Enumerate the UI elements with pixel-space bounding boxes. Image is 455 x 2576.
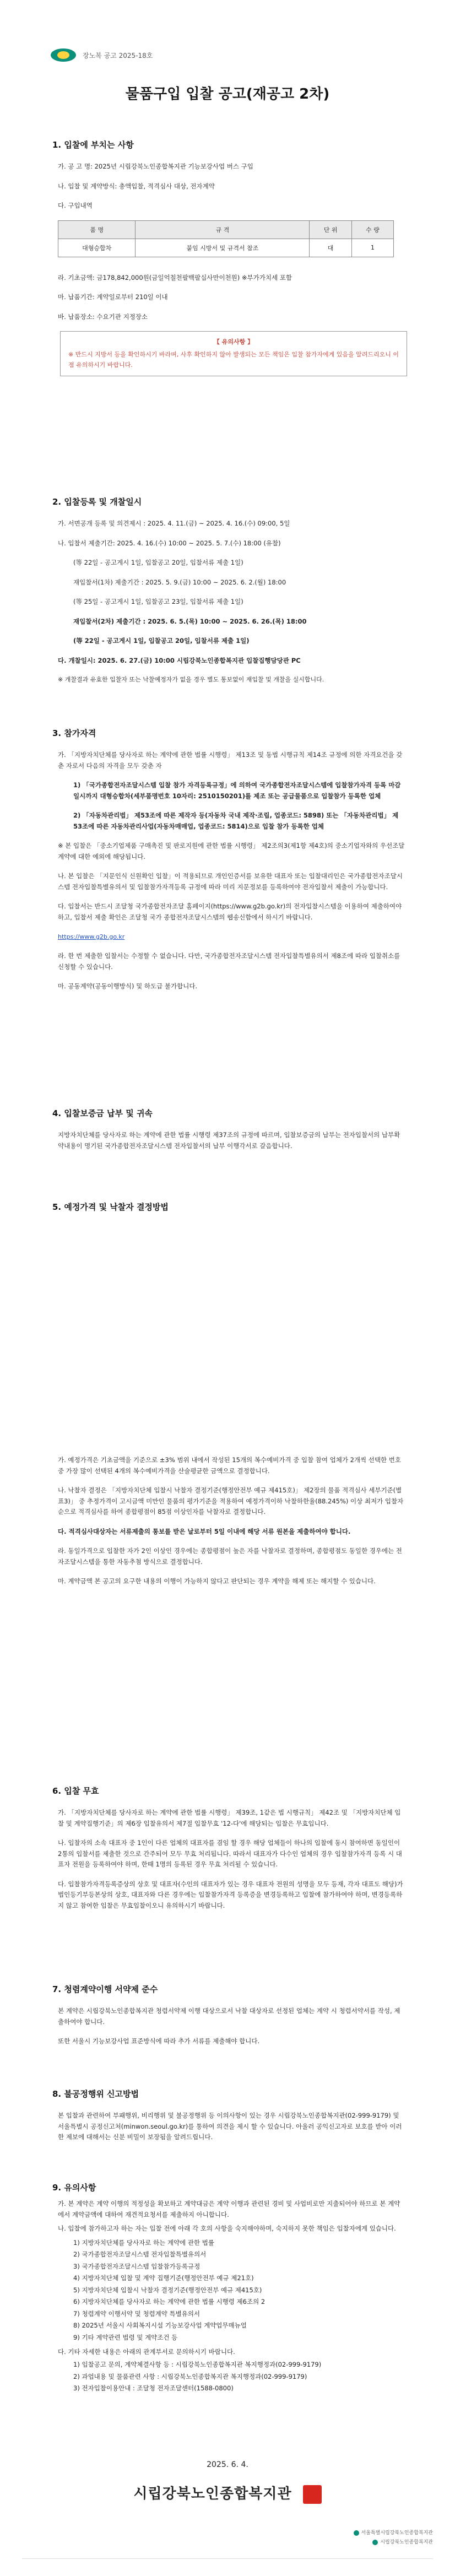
notice-box (60, 331, 407, 376)
s6-a: 가. 「지방자치단체를 당사자로 하는 계약에 관한 법률 시행령」 제39조, 1같은 법 시행규칙」 제42조 및 「지방자치단체 입찰 및 계약집행기준」의 제6장 입찰유의서 제7절 입찰무효 '12-다'에 해당되는 입찰은 무효입니다. (58, 1809, 401, 1827)
s1-e: 마. 납품기간: 계약일로부터 210일 이내 (58, 293, 168, 301)
page-title: 물품구입 입찰 공고(재공고 2차) (125, 86, 330, 102)
s2-c: 다. 개찰일시: 2025. 6. 27.(금) 10:00 시립강북노인종합복지관 입찰집행담당관 PC (58, 656, 301, 664)
s9-b: 나. 입찰에 참가하고자 하는 자는 입찰 전에 아래 각 호의 사항을 숙지해야하며, 숙지하지 못한 책임은 입찰자에게 있습니다. (58, 2225, 396, 2233)
s3-f: 마. 공동계약(공동이행방식) 및 하도급 불가합니다. (58, 982, 198, 991)
s2-b1: (等 22일 - 공고게시 1일, 입찰공고 20일, 입찰서류 제출 1일) (73, 559, 243, 567)
s3-e: 라. 한 번 제출한 입찰서는 수정할 수 없습니다. 다만, 국가종합전자조달시스템 전자입찰특별유의서 제8조에 따라 입찰취소를 신청할 수 있습니다. (58, 952, 400, 971)
footer-logo-1-text: 서울특별시립강북노인종합복지관 (361, 2530, 433, 2536)
list-item: 4) 지방자치단체 입찰 및 계약 집행기준(행정안전부 예규 제21호) (73, 2274, 254, 2282)
bottom-divider (22, 2558, 433, 2559)
section-1-title: 1. 입찰에 부치는 사항 (52, 140, 134, 150)
s2-b5: (等 22일 - 공고게시 1일, 입찰공고 20일, 입찰서류 제출 1일) (73, 637, 250, 645)
section-1 (52, 139, 405, 391)
doc-number: 장노복 공고 2025-18호 (83, 51, 153, 59)
footer-logo-2-text: 시립강북노인종합복지관 (380, 2540, 433, 2546)
section-6 (52, 1785, 405, 1920)
s5-a: 가. 예정가격은 기초금액을 기준으로 ±3% 범위 내에서 작성된 15개의 복수예비가격 중 입찰 참여 업체가 2개씩 선택한 번호 중 가장 많이 선택된 4개의 복수예비가격을 산술평균한 금액으로 결정합니다. (58, 1456, 401, 1475)
col-header: 품 명 (58, 220, 136, 239)
footer-logo-1 (354, 2529, 433, 2538)
list-item: 9) 기타 계약관련 법령 및 계약조건 등 (73, 2334, 178, 2342)
s2-note: ※ 개찰결과 유효한 입찰자 또는 낙찰예정자가 없을 경우 별도 통보없이 재입찰 및 개찰을 실시합니다. (58, 676, 324, 684)
notice-text: ※ 반드시 지방서 등을 확인하시기 바라며, 사후 확인하지 않아 발생되는 모든 책임은 입찰 참가자에게 있음을 알려드리오니 이점 유의하시기 바랍니다. (68, 350, 399, 369)
s2-b2: 재입찰서(1차) 제출기간 : 2025. 5. 9.(금) 10:00 ~ 2025. 6. 2.(월) 18:00 (73, 578, 286, 586)
notice-title: 【 유의사항 】 (213, 338, 254, 346)
seoul-logo-icon (354, 2530, 359, 2536)
center-logo-icon (372, 2540, 378, 2545)
s3-b: ※ 본 입찰은 「중소기업제품 구매촉진 및 판로지원에 관한 법률 시행령」 제2조의3(제1항 제4호)의 중소기업자와의 우선조달계약에 대한 예외에 해당됩니다. (58, 842, 405, 861)
section-4 (52, 1107, 405, 1160)
s8-text: 본 입찰과 관련하여 부패행위, 비리행위 및 불공정행위 등 이의사항이 있는 경우 시립강북노인종합복지관(02-999-9179) 및 서울특별시 공정신고처(minwon.seoul.go.kr)를 통하여 의견을 제시 할 수 있습니다. 아울러 공익신고자로 보호를 받아 이러한 제보에 대해서는 신분 비밀이 보장됨을 알려드립니다. (58, 2112, 402, 2141)
official-seal-icon (303, 2485, 322, 2504)
section-7 (52, 1983, 405, 2056)
list-item: 6) 지방자치단체를 당사자로 하는 계약에 관한 법률 시행령 제6조의 2 (73, 2298, 266, 2306)
s5-b: 나. 낙찰자 결정은 「지방자치단체 입찰시 낙찰자 결정기준(행정안전부 예규 제415호)」 제2장의 물품 적격심사 세부기준(별표3)」 중 추정가격이 고시금액 미만인 물품의 평가기준을 적용하여 예정가격이하 낙찰하한율(88.245%) 이상 최저가 입찰자 순으로 적격심사를 하여 종합평점이 85점 이상인자를 낙찰자로 결정합니다. (58, 1486, 404, 1516)
section-5 (52, 1201, 405, 1596)
section-9 (52, 2182, 405, 2395)
s1-b: 나. 입찰 및 계약방식: 총액입찰, 적격심사 대상, 전자계약 (58, 182, 215, 190)
section-7-title: 7. 청렴계약이행 서약제 준수 (52, 1984, 158, 1994)
footer-logo-2 (354, 2538, 433, 2547)
s5-d: 라. 동일가격으로 입찰한 자가 2인 이상인 경우에는 종합평점이 높은 자를 낙찰자로 결정하며, 종합평점도 동일한 경우에는 전자조달시스템을 통한 자동추첨 방식으로 결정합니다. (58, 1547, 402, 1566)
org-name: 시립강북노인종합복지관 (133, 2486, 292, 2502)
section-9-title: 9. 유의사항 (52, 2183, 96, 2193)
s9-a: 가. 본 계약은 계약 이행의 적정성을 확보하고 계약대금은 계약 이행과 관련된 경비 및 사업비로만 지출되어야 하므로 본 계약에서 계약금액에 대하여 재견적요청서를 제출하지 아니합니다. (58, 2200, 400, 2218)
s1-a: 가. 공 고 명: 2025년 시립강북노인종합복지관 기능보강사업 버스 구입 (58, 163, 253, 170)
s3-a1: 1) 「국가종합전자조달시스템 입찰 참가 자격등록규정」에 의하여 국가종합전자조달시스템에 입찰참가자격 등록 마감일시까지 대형승합차(세부품명번호 10자리: 2510150201)를 제조 또는 공급물품으로 입찰참가 등록한 업체 (73, 781, 401, 800)
section-2-title: 2. 입찰등록 및 개찰일시 (52, 497, 142, 507)
notice-date: 2025. 6. 4. (207, 2460, 248, 2469)
org-logo-icon (51, 48, 76, 62)
s3-a2: 2) 「자동차관리법」 제53조에 따른 제작자 등(자동차 국내 제작·조립, 업종코드: 5898) 또는 「자동차관리법」 제53조에 따른 자동차관리사업(자동차매매업, 업종코드: 5814)으로 입찰 참가 등록한 업체 (73, 811, 399, 830)
section-3 (52, 727, 405, 1001)
s2-b4: 재입찰서(2차) 제출기간 : 2025. 6. 5.(목) 10:00 ~ 2025. 6. 26.(목) 18:00 (73, 617, 307, 625)
table-cell: 대형승합차 (58, 239, 136, 257)
col-header: 수 량 (351, 220, 393, 239)
s1-d: 라. 기초금액: 금178,842,000원(금일억칠천팔백팔십사만이천원) ※부가가치세 포함 (58, 273, 292, 282)
contact-item: 2) 과업내용 및 물품관련 사항 : 시립강북노인종합복지관 복지행정과(02-999-9179) (73, 2372, 307, 2380)
s4-text: 지방자치단체를 당사자로 하는 계약에 관한 법률 시행령 제37조의 규정에 따르며, 입찰보증금의 납부는 전자입찰서의 납부확약내용이 명기된 국가종합전자조달시스템 전자입찰서의 납부 이행각서로 갈음합니다. (58, 1131, 400, 1150)
s2-b: 나. 입찰서 제출기간: 2025. 4. 16.(수) 10:00 ~ 2025. 5. 7.(수) 18:00 (유찰) (58, 539, 281, 547)
s2-a: 가. 서면공개 등록 및 의견제시 : 2025. 4. 11.(금) ~ 2025. 4. 16.(수) 09:00, 5일 (58, 519, 290, 527)
section-8 (52, 2088, 405, 2152)
section-2 (52, 496, 405, 694)
table-cell: 1 (351, 239, 393, 257)
list-item: 1) 지방자치단체를 당사자로 하는 계약에 관한 법률 (73, 2238, 214, 2247)
list-item: 8) 2025년 서울시 사회복지시설 기능보강사업 계약업무매뉴얼 (73, 2321, 247, 2330)
s5-e: 마. 계약금액 본 공고의 요구한 내용의 이행이 가능하지 않다고 판단되는 경우 계약을 해제 또는 해지할 수 있습니다. (58, 1577, 376, 1585)
table-row (58, 239, 394, 257)
spec-table (58, 220, 394, 257)
contact-item: 3) 전자입찰이용안내 : 조달청 전자조달센터(1588-0800) (73, 2384, 234, 2393)
g2b-link[interactable]: https://www.g2b.go.kr (58, 933, 125, 940)
list-item: 2) 국가종합전자조달시스템 전자입찰특별유의서 (73, 2250, 207, 2259)
org-signature (0, 2482, 455, 2504)
blank-space (52, 1224, 405, 1455)
s2-b3: (等 25일 - 공고게시 1일, 입찰공고 23일, 입찰서류 제출 1일) (73, 598, 243, 606)
spec-table-header (58, 220, 394, 239)
footer-logos (354, 2529, 433, 2547)
section-3-title: 3. 참가자격 (52, 728, 96, 738)
s1-c: 다. 구입내역 (58, 202, 93, 210)
s5-c: 다. 적격심사대상자는 서류제출의 통보를 받은 날로부터 5일 이내에 해당 서류 원본을 제출하여야 합니다. (58, 1527, 351, 1535)
section-8-title: 8. 불공정행위 신고방법 (52, 2089, 139, 2099)
s7-b: 또한 서울시 기능보강사업 표준방식에 따라 추가 서류를 제출해야 합니다. (58, 2037, 260, 2045)
s7-a: 본 계약은 시립강북노인종합복지관 청렴서약제 이행 대상으로서 낙찰 대상자로 선정된 업체는 계약 시 청렴서약서를 작성, 제출하여야 합니다. (58, 2007, 400, 2026)
col-header: 단 위 (310, 220, 351, 239)
col-header: 규 격 (136, 220, 310, 239)
section-5-title: 5. 예정가격 및 낙찰자 결정방법 (52, 1202, 169, 1212)
s3-d: 다. 입찰서는 반드시 조달청 국가종합전자조달 홈페이지(https://www.g2b.go.kr)의 전자입찰시스템을 이용하여 제출하여야 하고, 입찰서 제출 확인은 조달청 국가 종합전자조달시스템의 웹송신함에서 하시기 바랍니다. (58, 902, 402, 922)
table-cell: 대 (310, 239, 351, 257)
list-item: 5) 지방자치단체 입찰시 낙찰자 결정기준(행정안전부 예규 제415호) (73, 2286, 262, 2294)
s3-c: 나. 본 입찰은 「지문인식 신원확인 입찰」이 적용되므로 개인인증서를 보유한 대표자 또는 입찰대리인은 국가종합전자조달시스템 전자입찰특별유의서 및 입찰참가자격등록 규정에 따라 미리 지문정보를 등록하여야 전자입찰서 제출이 가능합니다. (58, 872, 403, 891)
list-item: 7) 청렴계약 이행서약 및 청렴계약 특별유의서 (73, 2309, 201, 2318)
s9-c: 다. 기타 자세한 내용은 아래의 관계부서로 문의하시기 바랍니다. (58, 2347, 235, 2356)
s3-url-line (58, 932, 405, 943)
s3-a: 가. 「지방자치단체를 당사자로 하는 계약에 관한 법률 시행령」 제13조 및 동법 시행규칙 제14조 규정에 의한 자격요건을 갖춘 자로서 다음의 자격을 모두 갖춘 자 (58, 751, 403, 770)
section-4-title: 4. 입찰보증금 납부 및 귀속 (52, 1108, 153, 1118)
list-item: 3) 국가종합전자조달시스템 입찰참가등록규정 (73, 2262, 201, 2270)
table-cell: 붙임 시방서 및 규격서 참조 (136, 239, 310, 257)
header-bar (51, 48, 153, 62)
s6-b: 나. 입찰자의 소속 대표자 중 1인이 다른 업체의 대표자를 겸임 할 경우 해당 업체들이 하나의 입찰에 동시 참여하면 동일인이 2통의 입찰서를 제출한 것으로 간주되어 모두 무효 처리됩니다. 따라서 대표자가 다수인 업체의 경우 입찰참가자격 등록 시 대표자 전원을 등록하여야 하며, 한때 1명의 등록된 경우 무효 처리될 수 있습니다. (58, 1839, 402, 1869)
s1-f: 바. 납품장소: 수요기관 지정장소 (58, 312, 148, 321)
section-6-title: 6. 입찰 무효 (52, 1786, 99, 1796)
contact-item: 1) 입찰공고 문의, 계약체결사항 등 : 시립강북노인종합복지관 복지행정과(02-999-9179) (73, 2361, 322, 2369)
s6-c: 다. 입찰참가자격등록증상의 상호 및 대표자(수인의 대표자가 있는 경우 대표자 전원의 성명을 모두 등재, 각자 대표도 해당)가 법인등기부등본상의 상호, 대표자와 다른 경우에는 입찰참가자격 등록증을 변경등록하고 입찰에 참가하여야 하며, 변경등록하지 않고 참여한 입찰은 무효입찰이오니 유의하시기 바랍니다. (58, 1880, 403, 1909)
